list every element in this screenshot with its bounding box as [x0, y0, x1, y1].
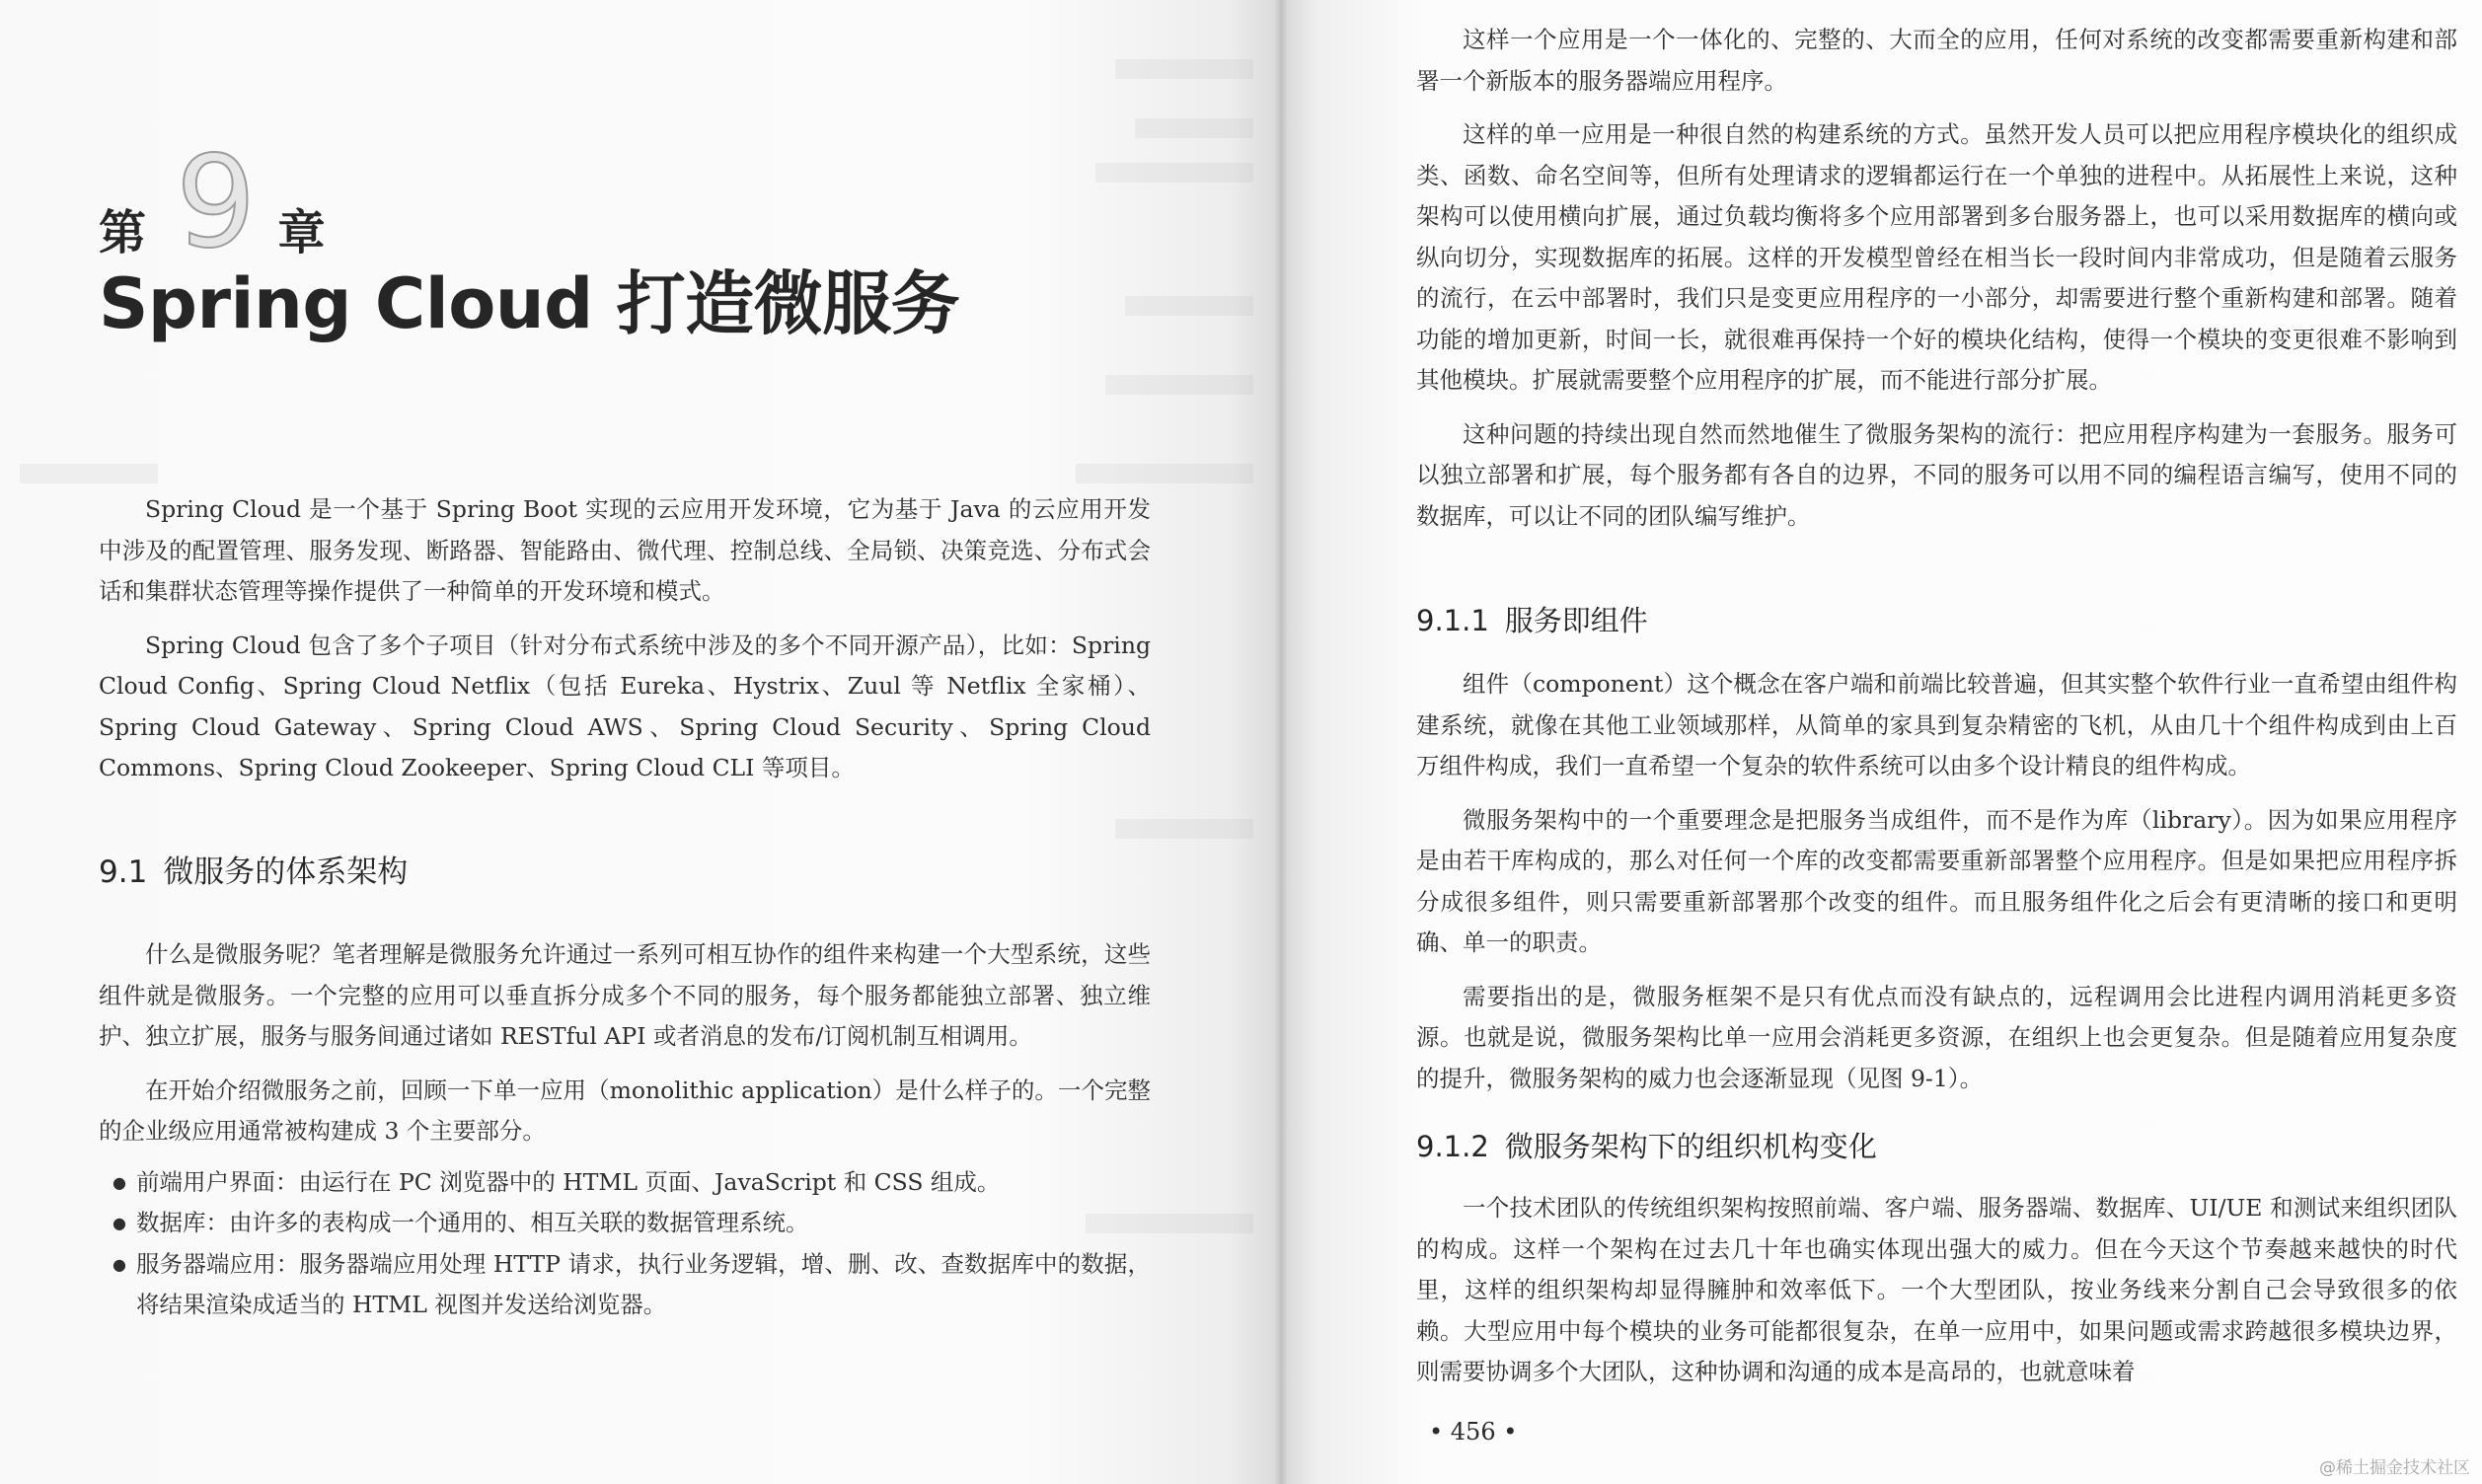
- right-paragraph-2: 这样的单一应用是一种很自然的构建系统的方式。虽然开发人员可以把应用程序模块化的组织成类、函数、命名空间等，但所有处理请求的逻辑都运行在一个单独的进程中。从拓展性上来说，这种架构可以使用横向扩展，通过负载均衡将多个应用部署到多台服务器上，也可以采用数据库的横向或纵向切分，实现数据库的拓展。这样的开发模型曾经在相当长一段时间内非常成功，但是随着云服务的流行，在云中部署时，我们只是变更应用程序的一小部分，却需要进行整个重新构建和部署。随着功能的增加更新，时间一长，就很难再保持一个好的模块化结构，使得一个模块的变更很难不影响到其他模块。扩展就需要整个应用程序的扩展，而不能进行部分扩展。: [1416, 120, 2457, 394]
- section-9-1-paragraph-1: 什么是微服务呢？笔者理解是微服务允许通过一系列可相互协作的组件来构建一个大型系统，这些组件就是微服务。一个完整的应用可以垂直拆分成多个不同的服务，每个服务都能独立部署、独立维护、独立扩展，服务与服务间通过诸如 RESTful API 或者消息的发布/订阅机制互相调用。: [99, 940, 1151, 1050]
- section-number: 9.1: [99, 854, 148, 890]
- section-9-1-1-body: [1416, 664, 2457, 1099]
- section-9-1-1-paragraph-3: 需要指出的是，微服务框架不是只有优点而没有缺点的，远程调用会比进程内调用消耗更多资源。也就是说，微服务架构比单一应用会消耗更多资源，在组织上也会更复杂。但是随着应用复杂度的提升，微服务架构的威力也会逐渐显现（见图 9-1）。: [1416, 982, 2457, 1092]
- chapter-number: 9: [176, 129, 257, 276]
- section-number: 9.1.1: [1416, 604, 1489, 637]
- intro-paragraph-2: Spring Cloud 包含了多个子项目（针对分布式系统中涉及的多个不同开源产品），比如：Spring Cloud Config、Spring Cloud Netflix（包括 Eureka、Hystrix、Zuul 等 Netflix 全家桶）、Spring Cloud Gateway、Spring Cloud AWS、Spring Cloud Security、Spring Cloud Commons、Spring Cloud Zookeeper、Spring Cloud CLI 等项目。: [99, 631, 1151, 781]
- section-title: 服务即组件: [1504, 604, 1648, 637]
- bullet-item: ● 服务器端应用：服务器端应用处理 HTTP 请求，执行业务逻辑，增、删、改、查数据库中的数据，将结果渲染成适当的 HTML 视图并发送给浏览器。: [99, 1244, 1151, 1326]
- section-9-1-heading: [99, 854, 408, 891]
- chapter-title: Spring Cloud 打造微服务: [99, 263, 960, 344]
- right-paragraph-3: 这种问题的持续出现自然而然地催生了微服务架构的流行：把应用程序构建为一套服务。服务可以独立部署和扩展，每个服务都有各自的边界，不同的服务可以用不同的编程语言编写，使用不同的数据库，可以让不同的团队编写维护。: [1416, 419, 2457, 530]
- section-9-1-2-heading: [1416, 1130, 1877, 1164]
- bullet-list: [99, 1162, 1151, 1326]
- section-title: 微服务的体系架构: [163, 854, 409, 890]
- chapter-prefix: 第: [99, 205, 147, 260]
- section-9-1-body: [99, 934, 1151, 1326]
- chapter-suffix: 章: [277, 205, 326, 260]
- right-page: [1281, 0, 2482, 1484]
- section-9-1-paragraph-2: 在开始介绍微服务之前，回顾一下单一应用（monolithic application）是什么样子的。一个完整的企业级应用通常被构建成 3 个主要部分。: [99, 1076, 1151, 1145]
- intro-text: [99, 489, 1151, 789]
- section-title: 微服务架构下的组织机构变化: [1504, 1130, 1877, 1163]
- section-9-1-1-heading: [1416, 604, 1648, 638]
- bullet-item: ● 前端用户界面：由运行在 PC 浏览器中的 HTML 页面、JavaScript 和 CSS 组成。: [99, 1162, 1151, 1204]
- right-paragraph-1: 这样一个应用是一个一体化的、完整的、大而全的应用，任何对系统的改变都需要重新构建和部署一个新版本的服务器端应用程序。: [1416, 26, 2457, 95]
- page-number: • 456 •: [1429, 1418, 1518, 1446]
- book-gutter: [1274, 0, 1288, 1484]
- intro-paragraph-1: Spring Cloud 是一个基于 Spring Boot 实现的云应用开发环境，它为基于 Java 的云应用开发中涉及的配置管理、服务发现、断路器、智能路由、微代理、控制总线、全局锁、决策竞选、分布式会话和集群状态管理等操作提供了一种简单的开发环境和模式。: [99, 495, 1151, 605]
- section-9-1-2-paragraph-1: 一个技术团队的传统组织架构按照前端、客户端、服务器端、数据库、UI/UE 和测试来组织团队的构成。这样一个架构在过去几十年也确实体现出强大的威力。但在今天这个节奏越来越快的时代里，这样的组织架构却显得臃肿和效率低下。一个大型团队，按业务线来分割自己会导致很多的依赖。大型应用中每个模块的业务可能都很复杂，在单一应用中，如果问题或需求跨越很多模块边界，则需要协调多个大团队，这种协调和沟通的成本是高昂的，也就意味着: [1416, 1194, 2457, 1385]
- right-top-text: [1416, 20, 2457, 537]
- section-9-1-2-body: [1416, 1188, 2457, 1393]
- section-number: 9.1.2: [1416, 1130, 1489, 1163]
- section-9-1-1-paragraph-2: 微服务架构中的一个重要理念是把服务当成组件，而不是作为库（library）。因为如果应用程序是由若干库构成的，那么对任何一个库的改变都需要重新部署整个应用程序。但是如果把应用程序拆分成很多组件，则只需要重新部署那个改变的组件。而且服务组件化之后会有更清晰的接口和更明确、单一的职责。: [1416, 805, 2457, 956]
- watermark: @稀土掘金技术社区: [2319, 1458, 2470, 1478]
- chapter-number-line: [99, 129, 326, 276]
- bullet-item: ● 数据库：由许多的表构成一个通用的、相互关联的数据管理系统。: [99, 1203, 1151, 1244]
- section-9-1-1-paragraph-1: 组件（component）这个概念在客户端和前端比较普遍，但其实整个软件行业一直希望由组件构建系统，就像在其他工业领域那样，从简单的家具到复杂精密的飞机，从由几十个组件构成到由上百万组件构成，我们一直希望一个复杂的软件系统可以由多个设计精良的组件构成。: [1416, 670, 2457, 779]
